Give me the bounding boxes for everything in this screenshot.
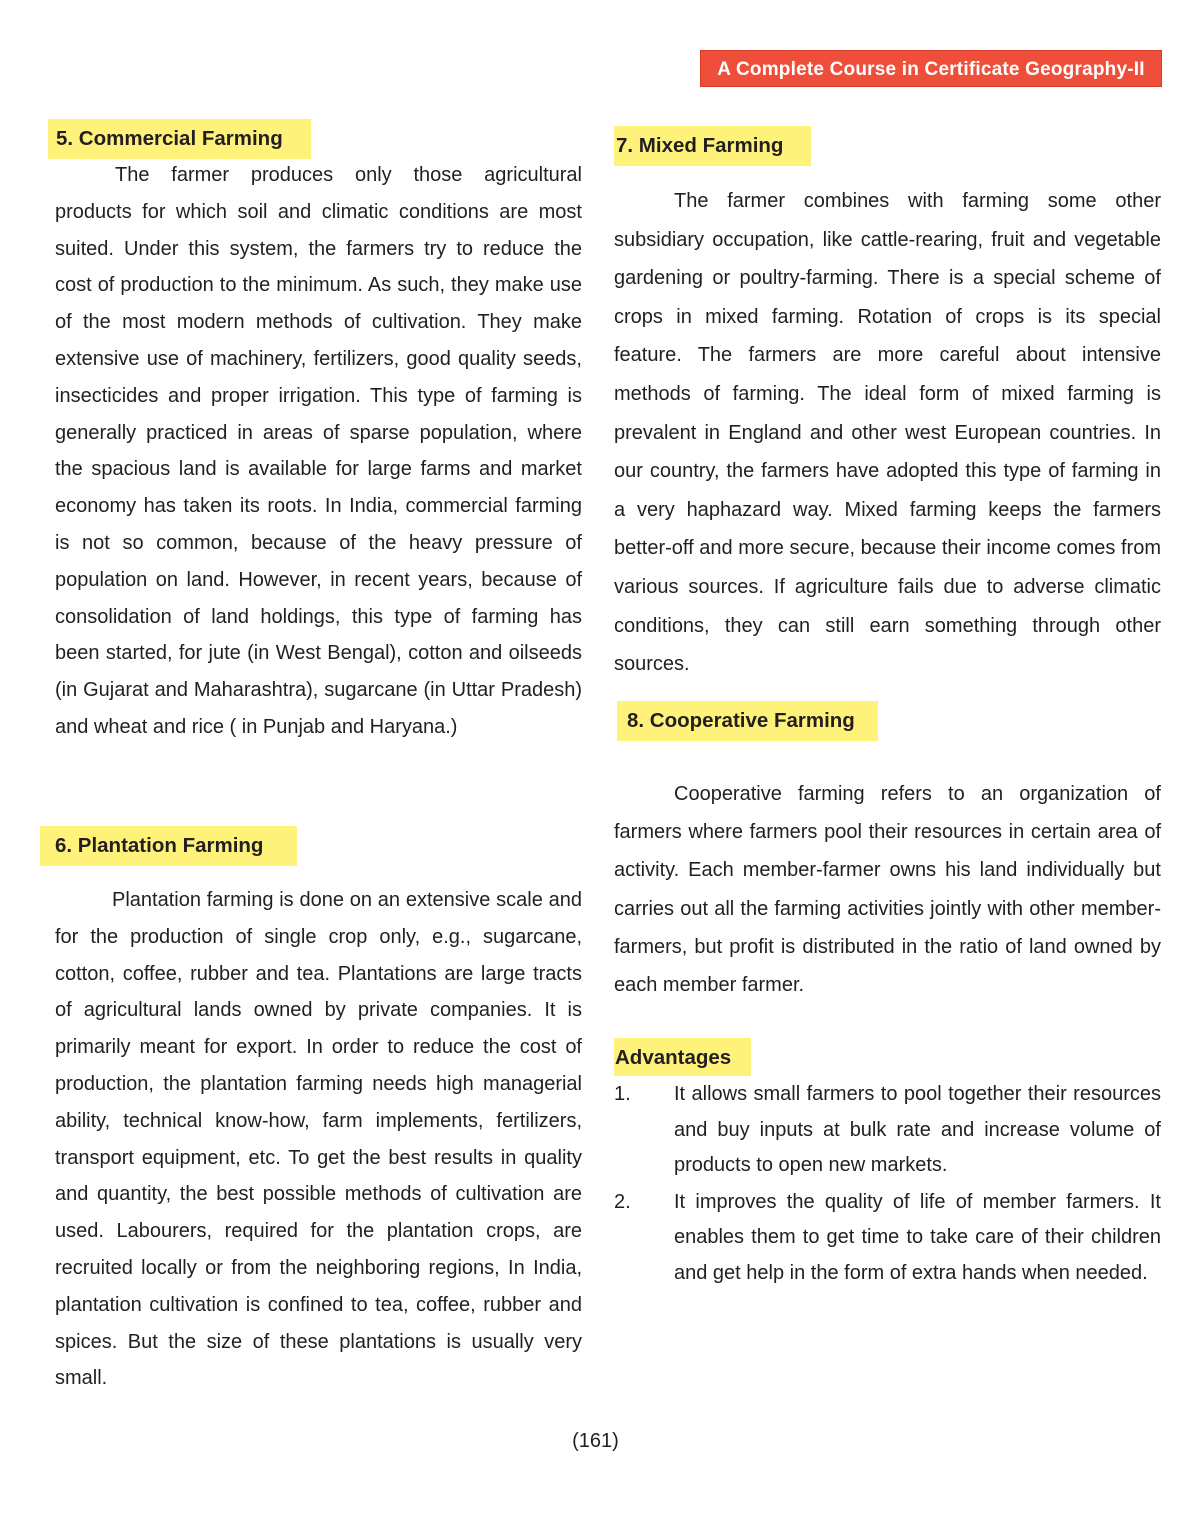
heading-advantages: Advantages [614, 1038, 751, 1076]
book-title-banner: A Complete Course in Certificate Geography-II [700, 50, 1162, 87]
commercial-farming-paragraph: The farmer produces only those agricultural products for which soil and climatic conditions are most suited. Under this system, the farmers try to reduce the cost of production to the minimum. As such, they make use of the most modern methods of cultivation. They make extensive use of machinery, fertilizers, good quality seeds, insecticides and proper irrigation. This type of farming is generally practiced in areas of sparse population, where the spacious land is available for large farms and market economy has taken its roots. In India, commercial farming is not so common, because of the heavy pressure of population on land. However, in recent years, because of consolidation of land holdings, this type of farming has been started, for jute (in West Bengal), cotton and oilseeds (in Gujarat and Maharashtra), sugarcane (in Uttar Pradesh) and wheat and rice ( in Punjab and Haryana.) [55, 164, 582, 738]
advantages-list [614, 1077, 1161, 1292]
cooperative-farming-paragraph: Cooperative farming refers to an organization of farmers where farmers pool their resources in certain area of activity. Each member-farmer owns his land individually but carries out all the farming activities jointly with other member-farmers, but profit is distributed in the ratio of land owned by each member farmer. [614, 783, 1161, 997]
list-item [614, 1077, 1161, 1184]
list-item-number: 2. [614, 1190, 631, 1213]
mixed-farming-paragraph: The farmer combines with farming some other subsidiary occupation, like cattle-rearing, fruit and vegetable gardening or poultry-farming. There is a special scheme of crops in mixed farming. Rotation of crops is its special feature. The farmers are more careful about intensive methods of farming. The ideal form of mixed farming is prevalent in England and other west European countries. In our country, the farmers have adopted this type of farming in a very haphazard way. Mixed farming keeps the farmers better-off and more secure, because their income comes from various sources. If agriculture fails due to adverse climatic conditions, they can still earn something through other sources. [614, 190, 1161, 676]
heading-plantation-farming: 6. Plantation Farming [40, 826, 297, 866]
list-item-text: It improves the quality of life of member farmers. It enables them to get time to take care of their children and get help in the form of extra hands when needed. [674, 1190, 1161, 1284]
heading-commercial-farming: 5. Commercial Farming [48, 119, 311, 159]
heading-cooperative-farming: 8. Cooperative Farming [617, 701, 878, 741]
heading-mixed-farming: 7. Mixed Farming [614, 126, 811, 166]
list-item-text: It allows small farmers to pool together their resources and buy inputs at bulk rate and increase volume of products to open new markets. [674, 1083, 1161, 1176]
plantation-farming-paragraph: Plantation farming is done on an extensive scale and for the production of single crop only, e.g., sugarcane, cotton, coffee, rubber and tea. Plantations are large tracts of agricultural lands owned by private companies. It is primarily meant for export. In order to reduce the cost of production, the plantation farming needs high managerial ability, technical know-how, farm implements, fertilizers, transport equipment, etc. To get the best results in quality and quantity, the best possible methods of cultivation are used. Labourers, required for the plantation crops, are recruited locally or from the neighboring regions, In India, plantation cultivation is confined to tea, coffee, rubber and spices. But the size of these plantations is usually very small. [55, 889, 582, 1390]
page-number: (161) [572, 1430, 619, 1452]
list-item-number: 1. [614, 1083, 631, 1105]
list-item [614, 1185, 1161, 1292]
